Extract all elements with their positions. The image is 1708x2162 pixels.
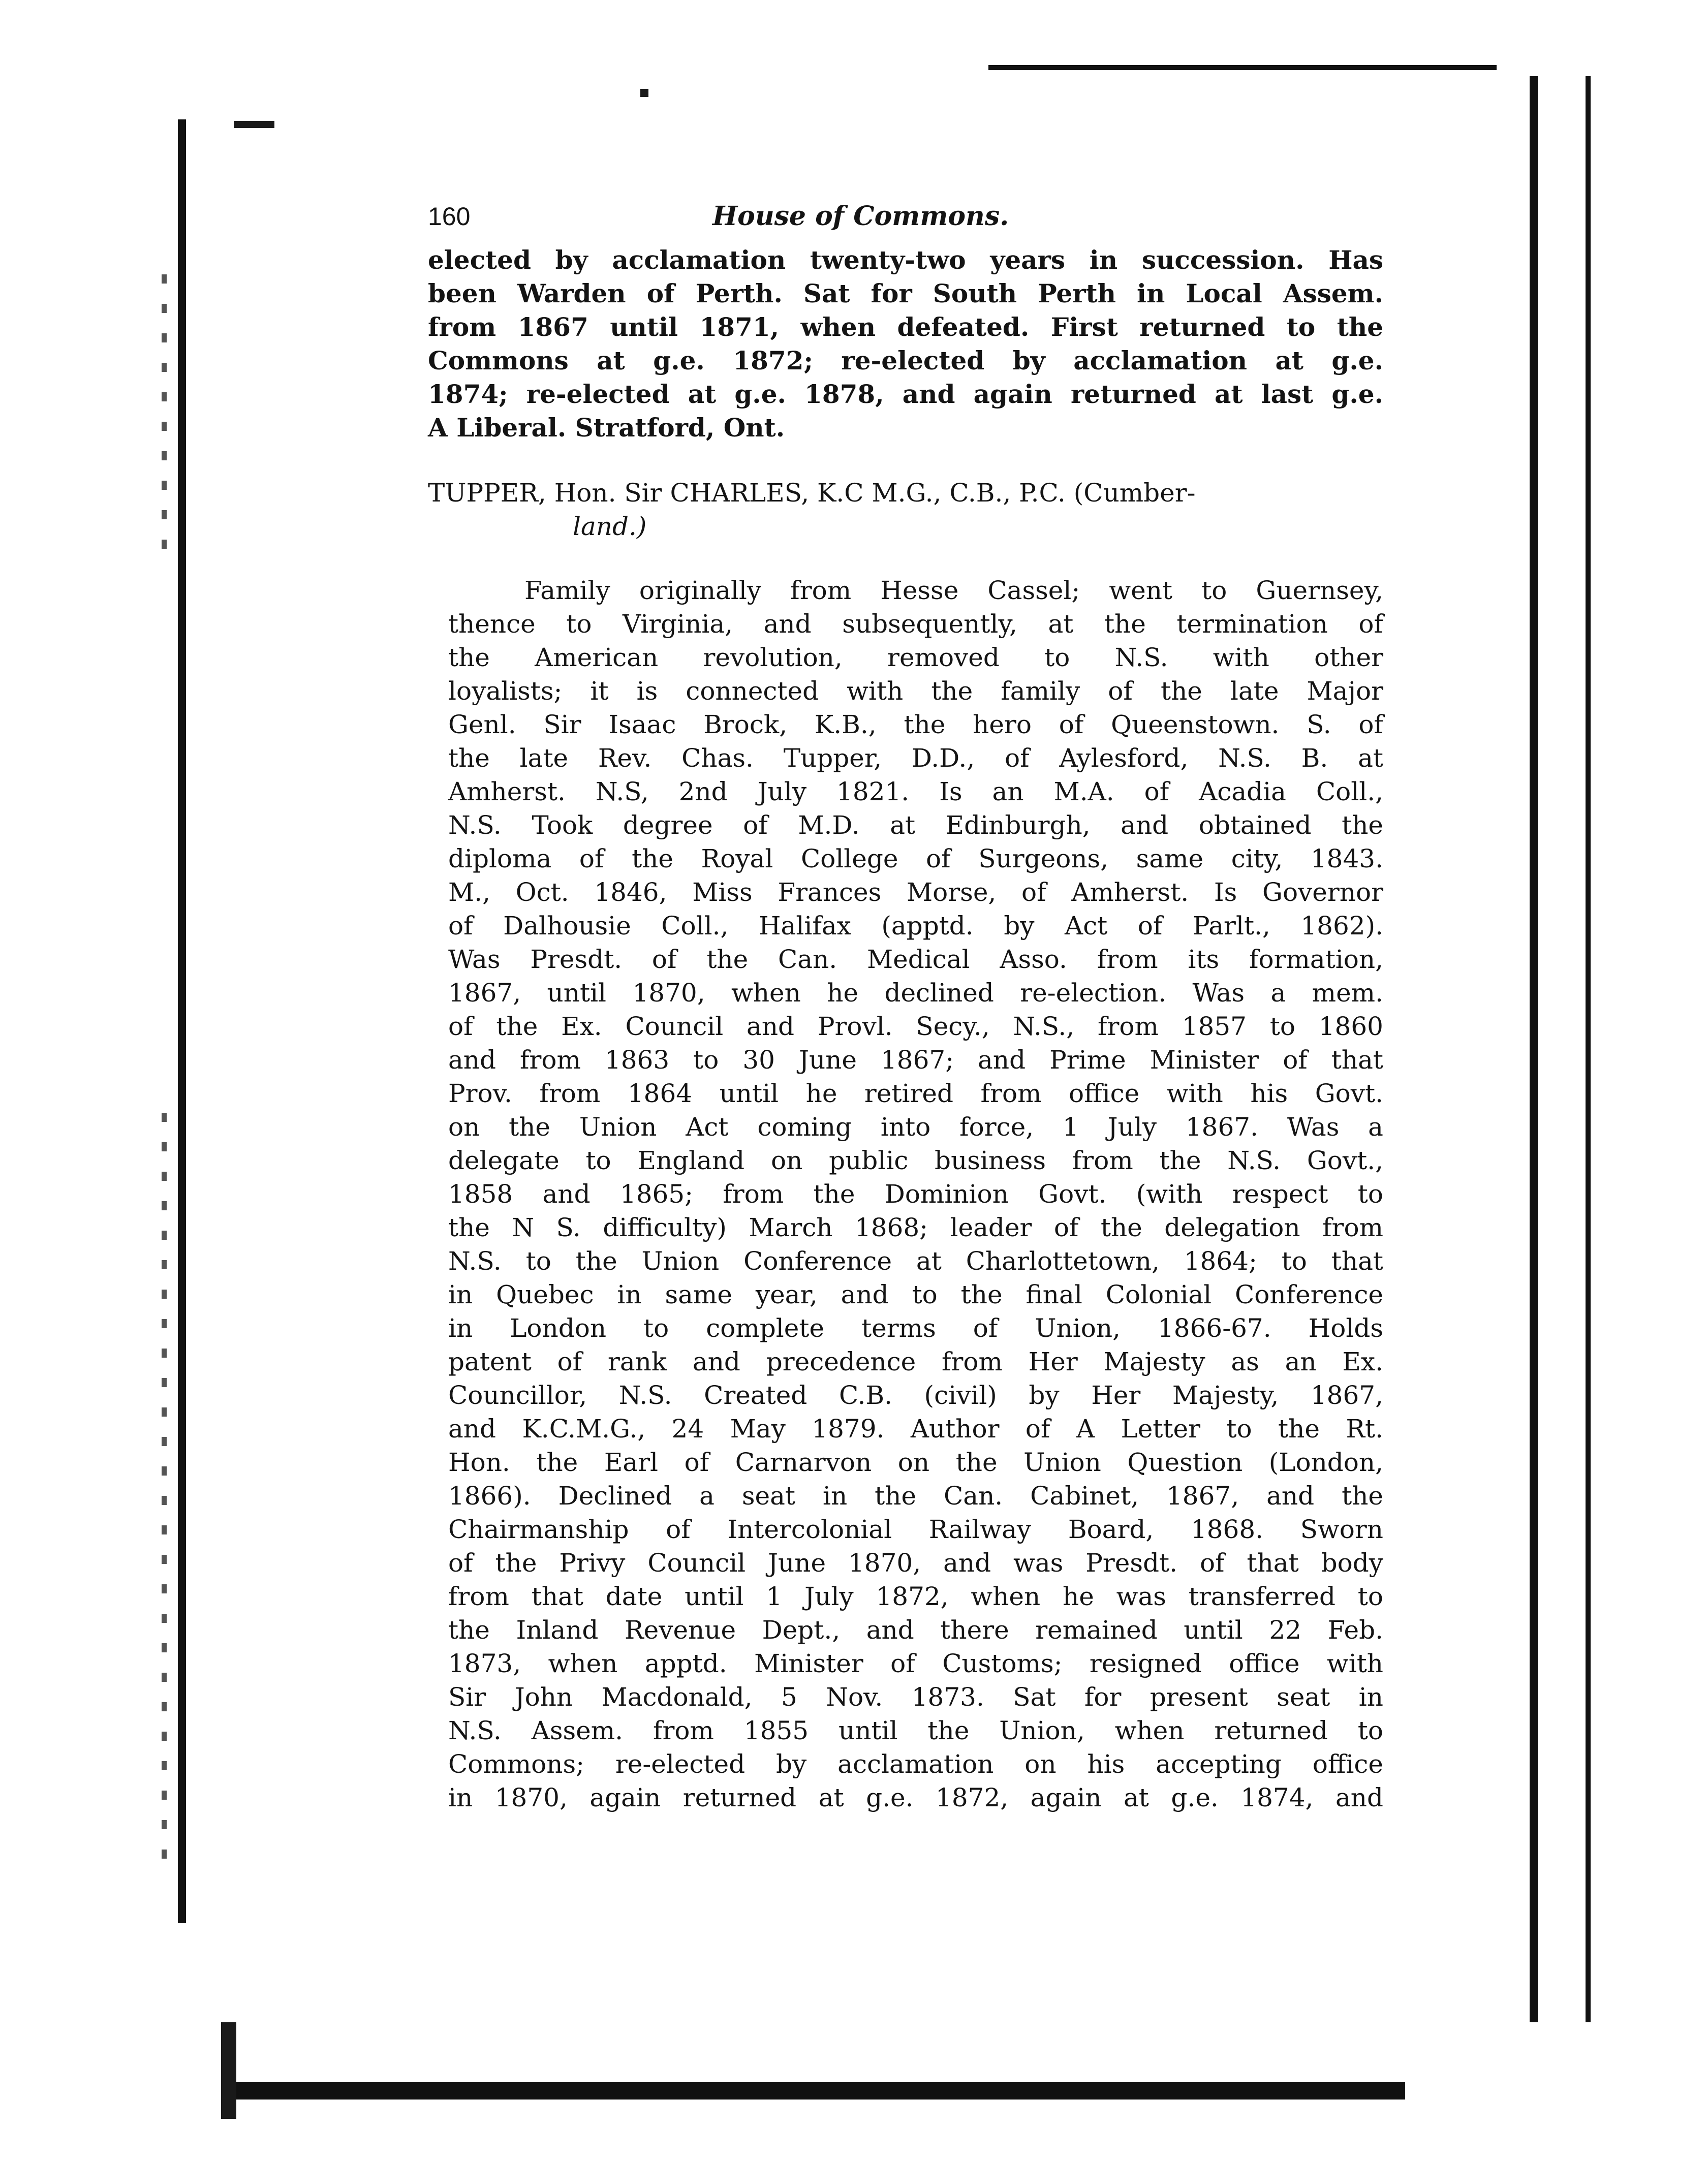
text-line: from that date until 1 July 1872, when he was transferred to xyxy=(448,1582,1383,1611)
text-line: loyalists; it is connected with the family of the late Major xyxy=(448,676,1383,706)
text-line: 1858 and 1865; from the Dominion Govt. (with respect to xyxy=(448,1179,1383,1209)
text-line: A Liberal. Stratford, Ont. xyxy=(428,413,785,443)
left-margin-dashes-lower xyxy=(162,1113,167,1879)
right-edge-rule xyxy=(1530,76,1538,2022)
text-line: Chairmanship of Intercolonial Railway Board, 1868. Sworn xyxy=(448,1515,1383,1544)
left-margin-dashes xyxy=(162,274,167,569)
text-line: the N S. difficulty) March 1868; leader of the delegation from xyxy=(448,1213,1383,1242)
text-line: Prov. from 1864 until he retired from office with his Govt. xyxy=(448,1079,1383,1108)
text-line: 1867, until 1870, when he declined re-election. Was a mem. xyxy=(448,978,1383,1008)
entry-body xyxy=(428,574,1383,1814)
text-line: diploma of the Royal College of Surgeons, same city, 1843. xyxy=(448,844,1383,873)
text-line: 1874; re-elected at g.e. 1878, and again returned at last g.e. xyxy=(428,379,1383,409)
text-line: of the Ex. Council and Provl. Secy., N.S., from 1857 to 1860 xyxy=(448,1012,1383,1041)
text-line: Councillor, N.S. Created C.B. (civil) by Her Majesty, 1867, xyxy=(448,1381,1383,1410)
text-line: the late Rev. Chas. Tupper, D.D., of Aylesford, N.S. B. at xyxy=(448,743,1383,773)
text-line: Commons at g.e. 1872; re-elected by acclamation at g.e. xyxy=(428,346,1383,375)
text-line: N.S. Took degree of M.D. at Edinburgh, and obtained the xyxy=(448,810,1383,840)
bottom-edge-rule xyxy=(221,2082,1405,2100)
text-line: Commons; re-elected by acclamation on his accepting office xyxy=(448,1749,1383,1779)
text-line: Was Presdt. of the Can. Medical Asso. from its formation, xyxy=(448,945,1383,974)
text-line: thence to Virginia, and subsequently, at the termination of xyxy=(448,609,1383,639)
page-title: House of Commons. xyxy=(712,201,1009,232)
text-line: Hon. the Earl of Carnarvon on the Union Question (London, xyxy=(448,1448,1383,1477)
left-edge-rule xyxy=(178,119,186,1923)
page-number: 160 xyxy=(428,202,471,231)
text-line: in London to complete terms of Union, 1866-67. Holds xyxy=(448,1313,1383,1343)
top-left-speck xyxy=(234,121,274,128)
text-line: Family originally from Hesse Cassel; went to Guernsey, xyxy=(524,576,1383,605)
text-line: of the Privy Council June 1870, and was Presdt. of that body xyxy=(448,1548,1383,1578)
text-line: the Inland Revenue Dept., and there remained until 22 Feb. xyxy=(448,1615,1383,1645)
text-line: the American revolution, removed to N.S. with other xyxy=(448,643,1383,672)
text-line: N.S. Assem. from 1855 until the Union, when returned to xyxy=(448,1716,1383,1745)
text-line: Genl. Sir Isaac Brock, K.B., the hero of Queenstown. S. of xyxy=(448,710,1383,739)
top-speck xyxy=(640,89,648,97)
entry-heading-line: TUPPER, Hon. Sir CHARLES, K.C M.G., C.B., P.C. (Cumber- xyxy=(428,478,1196,508)
text-line: elected by acclamation twenty-two years in succession. Has xyxy=(428,245,1383,275)
text-line: in Quebec in same year, and to the final Colonial Conference xyxy=(448,1280,1383,1309)
continuation-paragraph xyxy=(428,243,1383,445)
text-line: delegate to England on public business from the N.S. Govt., xyxy=(448,1146,1383,1175)
text-line: Amherst. N.S, 2nd July 1821. Is an M.A. of Acadia Coll., xyxy=(448,777,1383,806)
text-line: N.S. to the Union Conference at Charlottetown, 1864; to that xyxy=(448,1246,1383,1276)
text-line: and from 1863 to 30 June 1867; and Prime Minister of that xyxy=(448,1045,1383,1075)
text-line: of Dalhousie Coll., Halifax (apptd. by Act of Parlt., 1862). xyxy=(448,911,1383,941)
text-line: been Warden of Perth. Sat for South Perth in Local Assem. xyxy=(428,278,1383,308)
left-edge-speckle xyxy=(221,2022,236,2119)
right-edge-rule-thin xyxy=(1586,76,1591,2022)
text-line: on the Union Act coming into force, 1 July 1867. Was a xyxy=(448,1112,1383,1142)
entry-heading-line: land.) xyxy=(573,512,647,541)
running-head xyxy=(428,201,1383,236)
entry-heading xyxy=(428,476,1383,543)
text-line: M., Oct. 1846, Miss Frances Morse, of Amherst. Is Governor xyxy=(448,878,1383,907)
text-line: patent of rank and precedence from Her Majesty as an Ex. xyxy=(448,1347,1383,1376)
text-line: 1873, when apptd. Minister of Customs; resigned office with xyxy=(448,1649,1383,1678)
text-line: Sir John Macdonald, 5 Nov. 1873. Sat for present seat in xyxy=(448,1682,1383,1712)
text-line: in 1870, again returned at g.e. 1872, again at g.e. 1874, and xyxy=(448,1783,1383,1812)
page-content xyxy=(428,201,1383,1814)
text-line: 1866). Declined a seat in the Can. Cabinet, 1867, and the xyxy=(448,1481,1383,1511)
text-line: from 1867 until 1871, when defeated. First returned to the xyxy=(428,312,1383,342)
text-line: and K.C.M.G., 24 May 1879. Author of A Letter to the Rt. xyxy=(448,1414,1383,1444)
top-edge-rule xyxy=(988,65,1497,70)
